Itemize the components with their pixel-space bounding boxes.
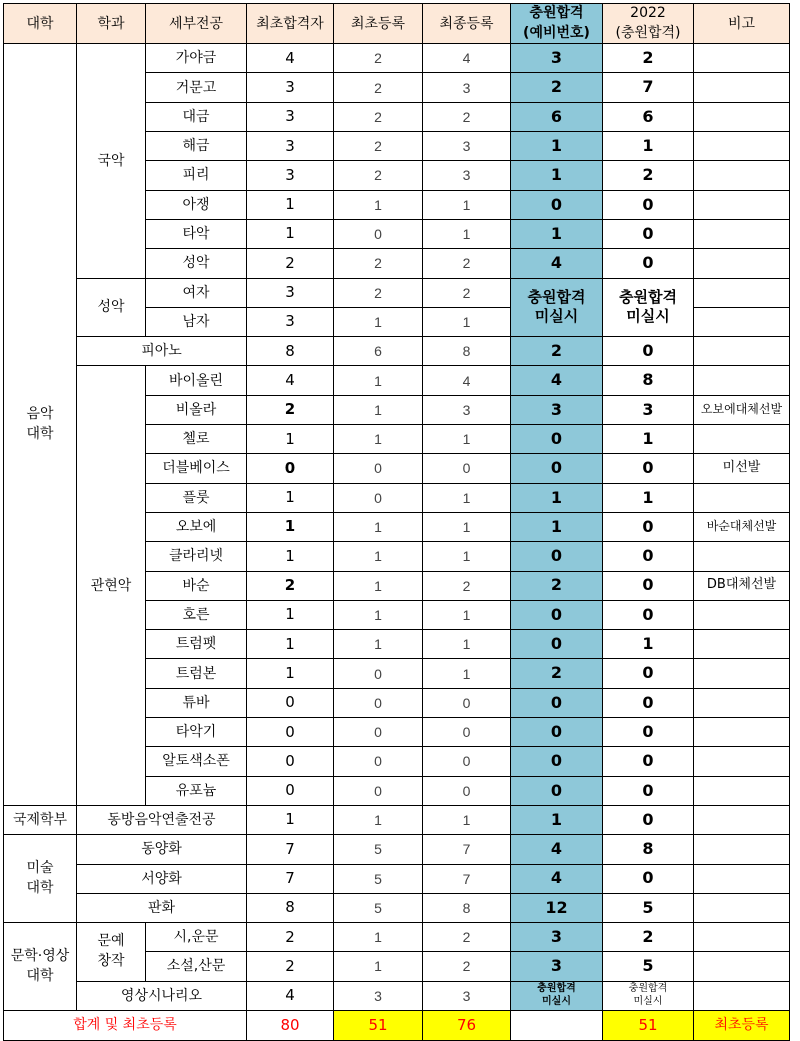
initial-reg-cell: 5 xyxy=(334,835,423,864)
extra-admit-cell: 4 xyxy=(511,249,603,278)
note-cell: 미선발 xyxy=(694,454,790,483)
major-cell: 서양화 xyxy=(77,864,247,893)
admit-2022-cell: 0 xyxy=(603,718,694,747)
final-reg-cell: 1 xyxy=(423,190,511,219)
initial-admit-cell: 2 xyxy=(247,952,334,981)
dept-vocal: 성악 xyxy=(77,278,146,337)
college-art xyxy=(4,835,77,923)
final-reg-cell: 3 xyxy=(423,395,511,424)
final-reg-cell: 3 xyxy=(423,161,511,190)
major-cell: 여자 xyxy=(146,278,247,307)
header-note: 비고 xyxy=(694,4,790,44)
initial-reg-cell: 5 xyxy=(334,864,423,893)
admit-2022-line1: 충원합격 xyxy=(628,983,668,995)
initial-admit-cell: 0 xyxy=(247,718,334,747)
final-reg-cell: 1 xyxy=(423,307,511,336)
extra-admit-cell: 0 xyxy=(511,747,603,776)
initial-admit-cell: 1 xyxy=(247,630,334,659)
initial-reg-cell: 5 xyxy=(334,893,423,922)
header-initial-admit: 최초합격자 xyxy=(247,4,334,44)
initial-reg-cell: 0 xyxy=(334,659,423,688)
major-cell: 호른 xyxy=(146,600,247,629)
note-cell xyxy=(694,190,790,219)
initial-reg-cell: 0 xyxy=(334,219,423,248)
initial-admit-cell: 0 xyxy=(247,454,334,483)
final-reg-cell: 1 xyxy=(423,805,511,834)
major-cell: 피리 xyxy=(146,161,247,190)
admit-2022-cell: 0 xyxy=(603,249,694,278)
note-cell xyxy=(694,161,790,190)
header-2022-line1: 2022 xyxy=(630,5,666,21)
initial-admit-cell: 0 xyxy=(247,747,334,776)
final-reg-cell: 3 xyxy=(423,981,511,1010)
admission-table xyxy=(3,3,790,1041)
vocal-2022-cell xyxy=(603,278,694,337)
extra-admit-cell: 4 xyxy=(511,835,603,864)
major-cell: 동양화 xyxy=(77,835,247,864)
major-cell: 알토색소폰 xyxy=(146,747,247,776)
extra-admit-cell: 6 xyxy=(511,102,603,131)
final-reg-cell: 4 xyxy=(423,366,511,395)
major-cell: 비올라 xyxy=(146,395,247,424)
final-reg-cell: 1 xyxy=(423,630,511,659)
initial-admit-cell: 4 xyxy=(247,44,334,73)
note-cell xyxy=(694,102,790,131)
initial-reg-cell: 1 xyxy=(334,630,423,659)
final-reg-cell: 2 xyxy=(423,952,511,981)
note-cell xyxy=(694,688,790,717)
extra-admit-cell: 0 xyxy=(511,190,603,219)
initial-admit-cell: 2 xyxy=(247,923,334,952)
admit-2022-cell: 5 xyxy=(603,952,694,981)
initial-admit-cell: 7 xyxy=(247,864,334,893)
admit-2022-cell: 0 xyxy=(603,688,694,717)
initial-admit-cell: 1 xyxy=(247,542,334,571)
note-cell xyxy=(694,776,790,805)
initial-reg-cell: 3 xyxy=(334,981,423,1010)
major-cell: 첼로 xyxy=(146,425,247,454)
note-cell xyxy=(694,542,790,571)
major-cell: 아쟁 xyxy=(146,190,247,219)
initial-reg-cell: 1 xyxy=(334,952,423,981)
extra-admit-cell: 1 xyxy=(511,805,603,834)
extra-admit-line1: 충원합격 xyxy=(537,983,576,995)
admit-2022-cell: 0 xyxy=(603,542,694,571)
final-reg-cell: 3 xyxy=(423,132,511,161)
note-cell: 바순대체선발 xyxy=(694,512,790,541)
extra-admit-cell: 1 xyxy=(511,161,603,190)
initial-reg-cell: 1 xyxy=(334,425,423,454)
initial-reg-cell: 6 xyxy=(334,337,423,366)
extra-admit-cell: 0 xyxy=(511,600,603,629)
dept-creative-line2: 창작 xyxy=(97,952,125,969)
dept-orchestra: 관현악 xyxy=(77,366,146,805)
final-reg-cell: 1 xyxy=(423,219,511,248)
major-cell: 시,운문 xyxy=(146,923,247,952)
table-row xyxy=(4,278,790,307)
initial-reg-cell: 1 xyxy=(334,307,423,336)
note-cell xyxy=(694,835,790,864)
extra-admit-cell: 2 xyxy=(511,571,603,600)
initial-admit-cell: 3 xyxy=(247,161,334,190)
initial-reg-cell: 2 xyxy=(334,44,423,73)
admit-2022-cell: 2 xyxy=(603,161,694,190)
final-reg-cell: 1 xyxy=(423,542,511,571)
extra-admit-cell: 1 xyxy=(511,483,603,512)
extra-admit-cell: 0 xyxy=(511,454,603,483)
table-row xyxy=(4,835,790,864)
extra-admit-cell: 4 xyxy=(511,864,603,893)
college-music-line1: 음악 xyxy=(26,405,54,422)
table-row xyxy=(4,805,790,834)
admit-2022-cell: 1 xyxy=(603,425,694,454)
table-row xyxy=(4,864,790,893)
admit-2022-cell: 5 xyxy=(603,893,694,922)
extra-admit-cell: 0 xyxy=(511,542,603,571)
final-reg-cell: 1 xyxy=(423,600,511,629)
major-cell: 클라리넷 xyxy=(146,542,247,571)
note-cell xyxy=(694,718,790,747)
initial-reg-cell: 2 xyxy=(334,249,423,278)
admit-2022-cell: 8 xyxy=(603,366,694,395)
extra-admit-cell: 4 xyxy=(511,366,603,395)
initial-reg-cell: 1 xyxy=(334,395,423,424)
admit-2022-cell: 0 xyxy=(603,776,694,805)
initial-reg-cell: 2 xyxy=(334,161,423,190)
extra-admit-cell: 12 xyxy=(511,893,603,922)
major-cell: 타악기 xyxy=(146,718,247,747)
admit-2022-cell: 0 xyxy=(603,219,694,248)
initial-admit-cell: 1 xyxy=(247,219,334,248)
initial-admit-cell: 3 xyxy=(247,73,334,102)
initial-admit-cell: 4 xyxy=(247,366,334,395)
major-cell: 트럼본 xyxy=(146,659,247,688)
initial-admit-cell: 7 xyxy=(247,835,334,864)
vocal-extra-admit-cell xyxy=(511,278,603,337)
extra-admit-cell: 3 xyxy=(511,44,603,73)
college-lit-line1: 문학·영상 xyxy=(10,947,70,964)
admit-2022-line2: 미실시 xyxy=(633,995,663,1007)
header-college: 대학 xyxy=(4,4,77,44)
initial-reg-cell: 1 xyxy=(334,571,423,600)
final-reg-cell: 1 xyxy=(423,512,511,541)
major-cell: 가야금 xyxy=(146,44,247,73)
note-cell xyxy=(694,864,790,893)
extra-admit-cell: 2 xyxy=(511,73,603,102)
initial-reg-cell: 2 xyxy=(334,132,423,161)
initial-reg-cell: 1 xyxy=(334,542,423,571)
note-cell xyxy=(694,747,790,776)
initial-admit-cell: 4 xyxy=(247,981,334,1010)
vocal-extra-line2: 미실시 xyxy=(534,307,579,326)
dept-creative-line1: 문예 xyxy=(97,933,125,950)
major-cell: 더블베이스 xyxy=(146,454,247,483)
note-cell xyxy=(694,278,790,307)
note-cell xyxy=(694,219,790,248)
note-cell xyxy=(694,425,790,454)
note-cell xyxy=(694,132,790,161)
initial-reg-cell: 1 xyxy=(334,190,423,219)
major-cell: 영상시나리오 xyxy=(77,981,247,1010)
final-reg-cell: 8 xyxy=(423,337,511,366)
admit-2022-cell: 0 xyxy=(603,600,694,629)
note-cell xyxy=(694,630,790,659)
major-cell: 바이올린 xyxy=(146,366,247,395)
final-reg-cell: 1 xyxy=(423,425,511,454)
note-cell xyxy=(694,981,790,1010)
admit-2022-cell: 0 xyxy=(603,454,694,483)
major-cell: 판화 xyxy=(77,893,247,922)
note-cell xyxy=(694,952,790,981)
header-major: 세부전공 xyxy=(146,4,247,44)
admit-2022-cell: 0 xyxy=(603,190,694,219)
initial-reg-cell: 0 xyxy=(334,454,423,483)
final-reg-cell: 0 xyxy=(423,776,511,805)
note-cell xyxy=(694,307,790,336)
final-reg-cell: 0 xyxy=(423,688,511,717)
initial-admit-cell: 1 xyxy=(247,425,334,454)
dept-creative xyxy=(77,923,146,982)
extra-admit-cell: 2 xyxy=(511,659,603,688)
major-cell: 유포늄 xyxy=(146,776,247,805)
vocal-2022-line2: 미실시 xyxy=(626,307,670,326)
initial-admit-cell: 2 xyxy=(247,571,334,600)
total-extra-admit xyxy=(511,1010,603,1040)
initial-reg-cell: 1 xyxy=(334,366,423,395)
initial-admit-cell: 2 xyxy=(247,249,334,278)
final-reg-cell: 4 xyxy=(423,44,511,73)
header-2022-line2: (충원합격) xyxy=(615,24,681,41)
table-row xyxy=(4,981,790,1010)
note-cell xyxy=(694,337,790,366)
final-reg-cell: 1 xyxy=(423,483,511,512)
admit-2022-cell: 1 xyxy=(603,483,694,512)
final-reg-cell: 0 xyxy=(423,718,511,747)
initial-admit-cell: 8 xyxy=(247,337,334,366)
initial-admit-cell: 3 xyxy=(247,132,334,161)
total-initial-admit: 80 xyxy=(247,1010,334,1040)
final-reg-cell: 2 xyxy=(423,923,511,952)
major-cell: 대금 xyxy=(146,102,247,131)
initial-reg-cell: 2 xyxy=(334,278,423,307)
initial-reg-cell: 2 xyxy=(334,73,423,102)
extra-admit-cell xyxy=(511,981,603,1010)
extra-admit-cell: 3 xyxy=(511,395,603,424)
final-reg-cell: 2 xyxy=(423,249,511,278)
total-note: 최초등록 xyxy=(694,1010,790,1040)
admit-2022-cell: 2 xyxy=(603,923,694,952)
initial-admit-cell: 0 xyxy=(247,776,334,805)
major-cell: 동방음악연출전공 xyxy=(77,805,247,834)
final-reg-cell: 7 xyxy=(423,864,511,893)
initial-admit-cell: 3 xyxy=(247,102,334,131)
dept-piano: 피아노 xyxy=(77,337,247,366)
note-cell: DB대체선발 xyxy=(694,571,790,600)
initial-admit-cell: 1 xyxy=(247,805,334,834)
total-2022: 51 xyxy=(603,1010,694,1040)
final-reg-cell: 7 xyxy=(423,835,511,864)
admit-2022-cell: 7 xyxy=(603,73,694,102)
note-cell: 오보에대체선발 xyxy=(694,395,790,424)
note-cell xyxy=(694,600,790,629)
final-reg-cell: 0 xyxy=(423,454,511,483)
initial-reg-cell: 1 xyxy=(334,923,423,952)
extra-admit-cell: 3 xyxy=(511,952,603,981)
header-final-reg: 최종등록 xyxy=(423,4,511,44)
initial-reg-cell: 2 xyxy=(334,102,423,131)
note-cell xyxy=(694,249,790,278)
extra-admit-line2: 미실시 xyxy=(542,995,571,1007)
final-reg-cell: 2 xyxy=(423,278,511,307)
table-row xyxy=(4,366,790,395)
college-intl: 국제학부 xyxy=(4,805,77,834)
table-row xyxy=(4,923,790,952)
initial-admit-cell: 1 xyxy=(247,659,334,688)
admit-2022-cell: 0 xyxy=(603,571,694,600)
note-cell xyxy=(694,366,790,395)
major-cell: 소설,산문 xyxy=(146,952,247,981)
major-cell: 성악 xyxy=(146,249,247,278)
header-initial-reg: 최초등록 xyxy=(334,4,423,44)
admit-2022-cell: 0 xyxy=(603,512,694,541)
extra-admit-cell: 1 xyxy=(511,512,603,541)
major-cell: 트럼펫 xyxy=(146,630,247,659)
final-reg-cell: 8 xyxy=(423,893,511,922)
total-label: 합계 및 최초등록 xyxy=(4,1010,247,1040)
initial-admit-cell: 1 xyxy=(247,483,334,512)
note-cell xyxy=(694,893,790,922)
initial-reg-cell: 1 xyxy=(334,600,423,629)
extra-admit-cell: 0 xyxy=(511,776,603,805)
note-cell xyxy=(694,923,790,952)
initial-reg-cell: 0 xyxy=(334,483,423,512)
header-row xyxy=(4,4,790,44)
college-music-line2: 대학 xyxy=(26,425,54,442)
initial-admit-cell: 3 xyxy=(247,307,334,336)
header-extra-line1: 충원합격 xyxy=(529,5,584,21)
initial-admit-cell: 8 xyxy=(247,893,334,922)
initial-reg-cell: 1 xyxy=(334,512,423,541)
note-cell xyxy=(694,483,790,512)
table-row xyxy=(4,337,790,366)
note-cell xyxy=(694,659,790,688)
major-cell: 플룻 xyxy=(146,483,247,512)
major-cell: 튜바 xyxy=(146,688,247,717)
initial-admit-cell: 2 xyxy=(247,395,334,424)
admit-2022-cell: 1 xyxy=(603,630,694,659)
extra-admit-cell: 0 xyxy=(511,425,603,454)
extra-admit-cell: 1 xyxy=(511,219,603,248)
vocal-extra-line1: 충원합격 xyxy=(527,287,586,306)
header-2022 xyxy=(603,4,694,44)
admit-2022-cell: 0 xyxy=(603,864,694,893)
final-reg-cell: 1 xyxy=(423,659,511,688)
header-dept: 학과 xyxy=(77,4,146,44)
admit-2022-cell: 0 xyxy=(603,747,694,776)
total-initial-reg: 51 xyxy=(334,1010,423,1040)
extra-admit-cell: 0 xyxy=(511,718,603,747)
header-extra-line2: (예비번호) xyxy=(523,24,590,41)
table-row xyxy=(4,893,790,922)
major-cell: 바순 xyxy=(146,571,247,600)
college-art-line1: 미술 xyxy=(26,860,54,877)
admit-2022-cell: 0 xyxy=(603,805,694,834)
initial-admit-cell: 1 xyxy=(247,512,334,541)
table-row xyxy=(4,44,790,73)
final-reg-cell: 0 xyxy=(423,747,511,776)
admit-2022-cell: 2 xyxy=(603,44,694,73)
major-cell: 해금 xyxy=(146,132,247,161)
note-cell xyxy=(694,44,790,73)
admit-2022-cell xyxy=(603,981,694,1010)
initial-reg-cell: 0 xyxy=(334,776,423,805)
final-reg-cell: 2 xyxy=(423,102,511,131)
major-cell: 남자 xyxy=(146,307,247,336)
vocal-2022-line1: 충원합격 xyxy=(619,287,677,306)
initial-reg-cell: 0 xyxy=(334,688,423,717)
extra-admit-cell: 3 xyxy=(511,923,603,952)
extra-admit-cell: 2 xyxy=(511,337,603,366)
extra-admit-cell: 1 xyxy=(511,132,603,161)
note-cell xyxy=(694,73,790,102)
total-final-reg: 76 xyxy=(423,1010,511,1040)
initial-reg-cell: 1 xyxy=(334,805,423,834)
admit-2022-cell: 1 xyxy=(603,132,694,161)
initial-admit-cell: 3 xyxy=(247,278,334,307)
final-reg-cell: 2 xyxy=(423,571,511,600)
final-reg-cell: 3 xyxy=(423,73,511,102)
header-extra-admit xyxy=(511,4,603,44)
college-music xyxy=(4,44,77,806)
college-art-line2: 대학 xyxy=(26,879,54,896)
major-cell: 오보에 xyxy=(146,512,247,541)
college-lit-line2: 대학 xyxy=(26,967,54,984)
admit-2022-cell: 0 xyxy=(603,659,694,688)
admit-2022-cell: 0 xyxy=(603,337,694,366)
major-cell: 타악 xyxy=(146,219,247,248)
initial-admit-cell: 1 xyxy=(247,600,334,629)
initial-admit-cell: 1 xyxy=(247,190,334,219)
college-lit xyxy=(4,923,77,1011)
total-row xyxy=(4,1010,790,1040)
dept-gugak: 국악 xyxy=(77,44,146,278)
extra-admit-cell: 0 xyxy=(511,630,603,659)
extra-admit-cell: 0 xyxy=(511,688,603,717)
admit-2022-cell: 8 xyxy=(603,835,694,864)
major-cell: 거문고 xyxy=(146,73,247,102)
admit-2022-cell: 3 xyxy=(603,395,694,424)
initial-admit-cell: 0 xyxy=(247,688,334,717)
initial-reg-cell: 0 xyxy=(334,718,423,747)
initial-reg-cell: 0 xyxy=(334,747,423,776)
note-cell xyxy=(694,805,790,834)
admit-2022-cell: 6 xyxy=(603,102,694,131)
